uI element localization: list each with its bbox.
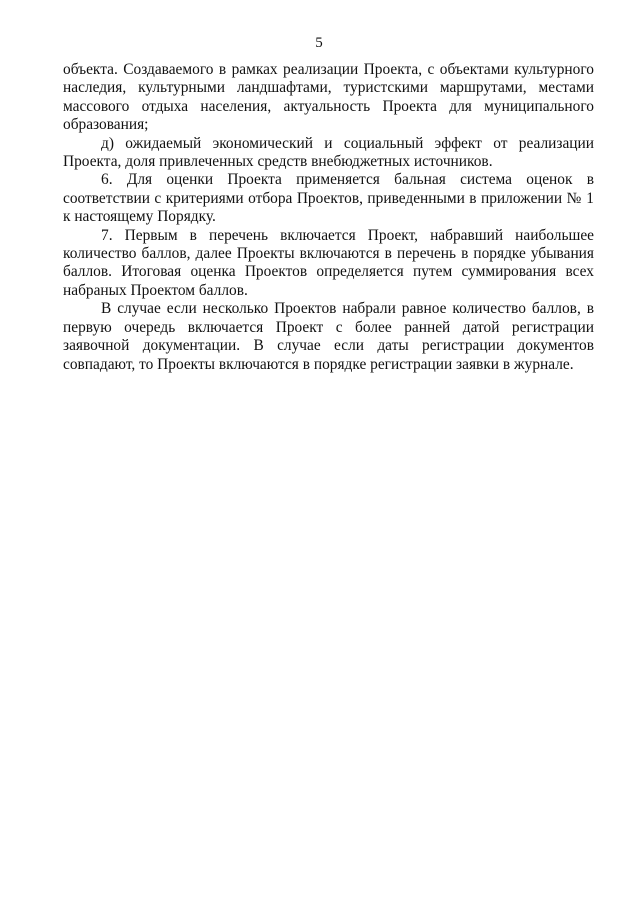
paragraph-item-7: 7. Первым в перечень включается Проект, набравший наибольшее количество баллов, далее Проекты включаются в перечень в порядке убывания баллов. Итоговая оценка Проектов определяется путем суммирования всех набраных Проектом баллов. (63, 226, 594, 299)
document-body (63, 61, 594, 374)
paragraph-item-6: 6. Для оценки Проекта применяется бальная система оценок в соответствии с критериями отбора Проектов, приведенными в приложении № 1 к настоящему Порядку. (63, 171, 594, 226)
paragraph-equal-score-rule: В случае если несколько Проектов набрали равное количество баллов, в первую очередь включается Проект с более ранней датой регистрации заявочной документации. В случае если даты регистрации документов совпадают, то Проекты включаются в порядке регистрации заявки в журнале. (63, 300, 594, 373)
page-number: 5 (315, 35, 323, 51)
paragraph-object-criteria-continued: объекта. Создаваемого в рамках реализации Проекта, с объектами культурного наследия, культурными ландшафтами, туристскими маршрутами, местами массового отдыха населения, актуальность Проекта для муниципального образования; (63, 61, 594, 134)
paragraph-criterion-d: д) ожидаемый экономический и социальный эффект от реализации Проекта, доля привлеченных средств внебюджетных источников. (63, 134, 594, 171)
